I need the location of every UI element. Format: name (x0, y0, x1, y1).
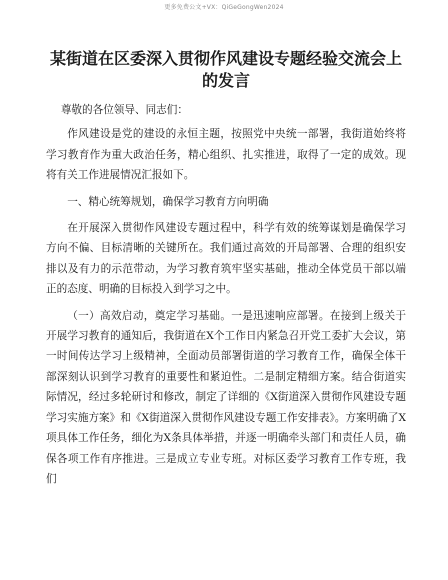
document-page (46, 48, 406, 489)
paragraph-intro: 作风建设是党的建设的永恒主题，按照党中央统一部署，我街道始终将学习教育作为重大政治任务，精心组织、扎实推进，取得了一定的成效。现将有关工作进展情况汇报如下。 (46, 128, 406, 182)
document-title: 某街道在区委深入贯彻作风建设专题经验交流会上的发言 (49, 49, 402, 90)
section-heading: 一、精心统筹规划，确保学习教育方向明确 (67, 195, 269, 208)
salutation: 尊敬的各位领导、同志们： (60, 104, 188, 116)
watermark-text: 更多免费公文+VX：QiGeGongWen2024 (164, 4, 284, 11)
paragraph-subsection-one: （一）高效启动，奠定学习基础。一是迅速响应部署。在接到上级关于开展学习教育的通知后，我街道在X个工作日内紧急召开党工委扩大会议，第一时间传达学习上级精神，全面动员部署街道的学习教育工作，确保全体干部深刻认识到学习教育的重要性和紧迫性。二是制定精细方案。结合街道实际情况，经过多轮研讨和修改，制定了详细的《X街道深入贯彻作风建设专题学习实施方案》和《X街道深入贯彻作风建设专题工作安排表》。方案明确了X项具体工作任务，细化为X条具体举措，并逐一明确牵头部门和责任人员，确保各项工作有序推进。三是成立专业专班。对标区委学习教育工作专班，我们 (46, 309, 406, 485)
paragraph-section-intro: 在开展深入贯彻作风建设专题过程中，科学有效的统筹谋划是确保学习方向不偏、目标清晰的关键所在。我们通过高效的开局部署、合理的组织安排以及有力的示范带动，为学习教育筑牢坚实基础，推动全体党员干部以端正的态度、明确的目标投入到学习之中。 (46, 222, 406, 296)
